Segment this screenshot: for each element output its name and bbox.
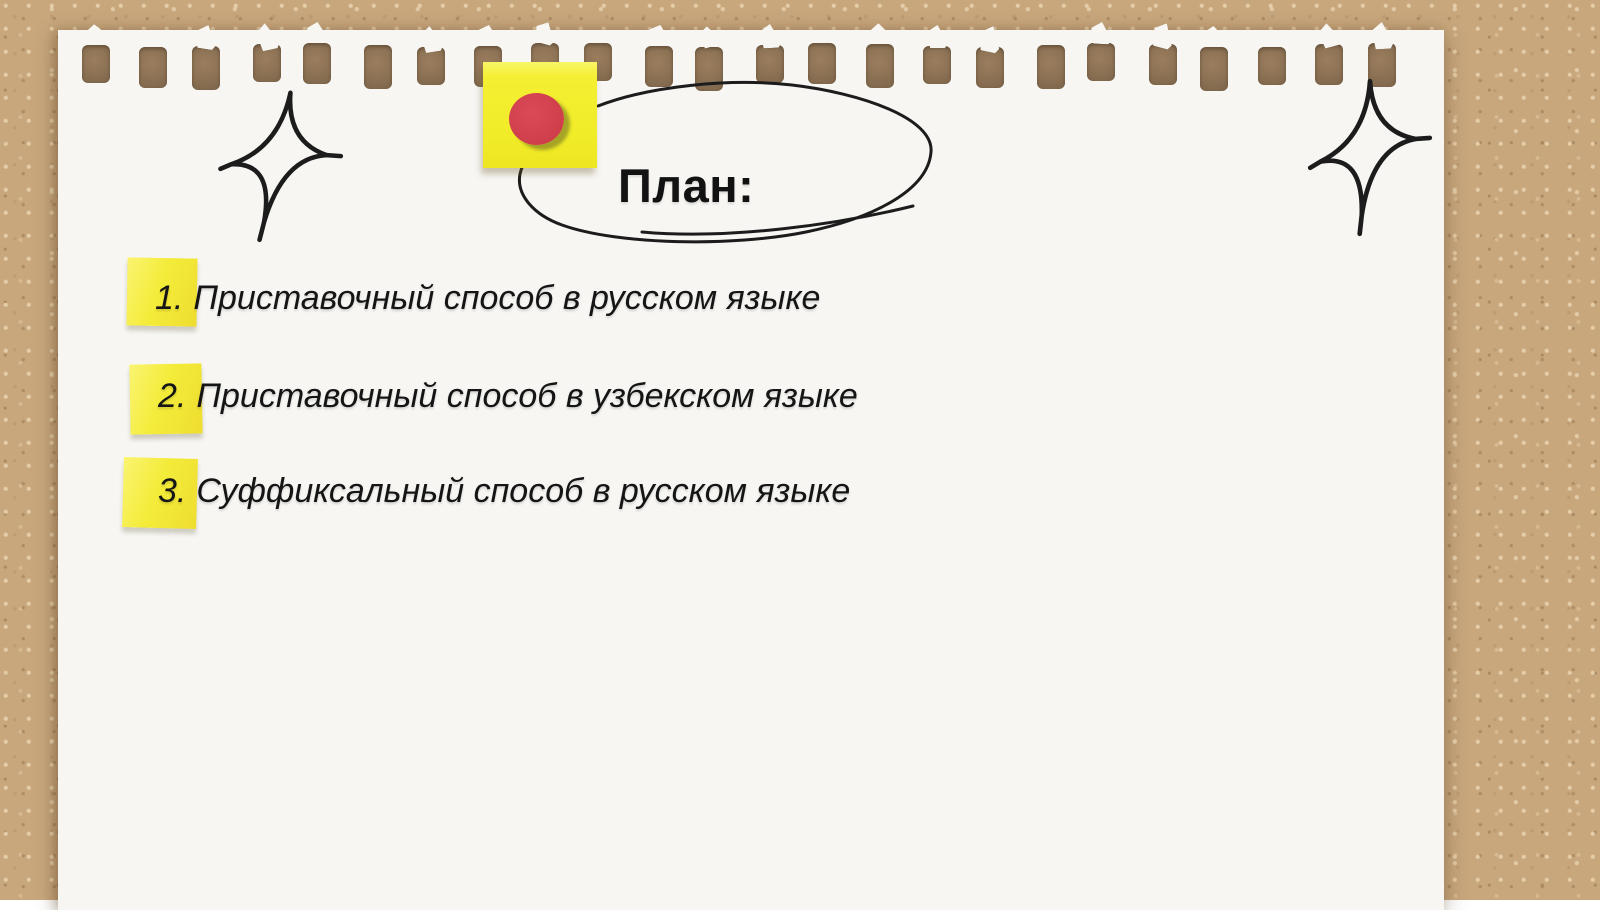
red-dot-icon <box>509 93 564 145</box>
spiral-hole <box>1368 43 1396 87</box>
sparkle-left-icon <box>207 78 352 256</box>
torn-flap <box>419 25 444 54</box>
spiral-hole <box>253 44 281 82</box>
torn-flap <box>978 24 1004 54</box>
spiral-hole <box>417 47 445 85</box>
item-text: Суффиксальный способ в русском языке <box>196 472 851 510</box>
item-number: 3. <box>158 472 187 510</box>
torn-flap <box>254 21 280 52</box>
spiral-hole <box>645 46 673 87</box>
torn-flap <box>1090 21 1112 44</box>
spiral-hole <box>303 43 331 84</box>
torn-flap <box>648 24 671 44</box>
sticky-note <box>483 62 597 168</box>
torn-flap <box>194 24 218 51</box>
sparkle-right-icon <box>1300 75 1440 240</box>
spiral-hole <box>1087 43 1115 81</box>
torn-flap <box>868 21 893 45</box>
spiral-hole <box>808 43 836 84</box>
torn-flap <box>1371 21 1393 49</box>
torn-flap <box>697 24 723 50</box>
torn-flap <box>478 24 500 44</box>
notebook-paper <box>58 30 1444 910</box>
spiral-hole <box>976 47 1004 88</box>
item-number: 1. <box>155 279 184 317</box>
spiral-hole <box>1258 47 1286 85</box>
spiral-hole <box>364 45 392 89</box>
torn-flap <box>927 25 948 48</box>
torn-flap <box>307 22 328 42</box>
spiral-hole <box>1315 44 1343 85</box>
torn-flap <box>84 22 109 45</box>
spiral-hole <box>695 47 723 91</box>
item-text: Приставочный способ в русском языке <box>193 279 821 317</box>
item-text: Приставочный способ в узбекском языке <box>196 377 858 415</box>
spiral-hole <box>139 47 167 88</box>
spiral-hole <box>192 46 220 90</box>
torn-flap <box>759 23 781 48</box>
spiral-hole <box>866 44 894 88</box>
torn-flap <box>533 20 559 47</box>
spiral-hole <box>1200 47 1228 91</box>
spiral-hole <box>756 45 784 83</box>
spiral-hole <box>1037 45 1065 89</box>
item-number: 2. <box>158 377 187 415</box>
spiral-hole <box>923 46 951 84</box>
torn-flap <box>1150 21 1177 51</box>
torn-flap <box>1203 25 1226 45</box>
torn-flap <box>1316 21 1342 50</box>
spiral-hole <box>1149 44 1177 85</box>
spiral-hole <box>82 45 110 83</box>
slide-title: План: <box>618 159 755 212</box>
